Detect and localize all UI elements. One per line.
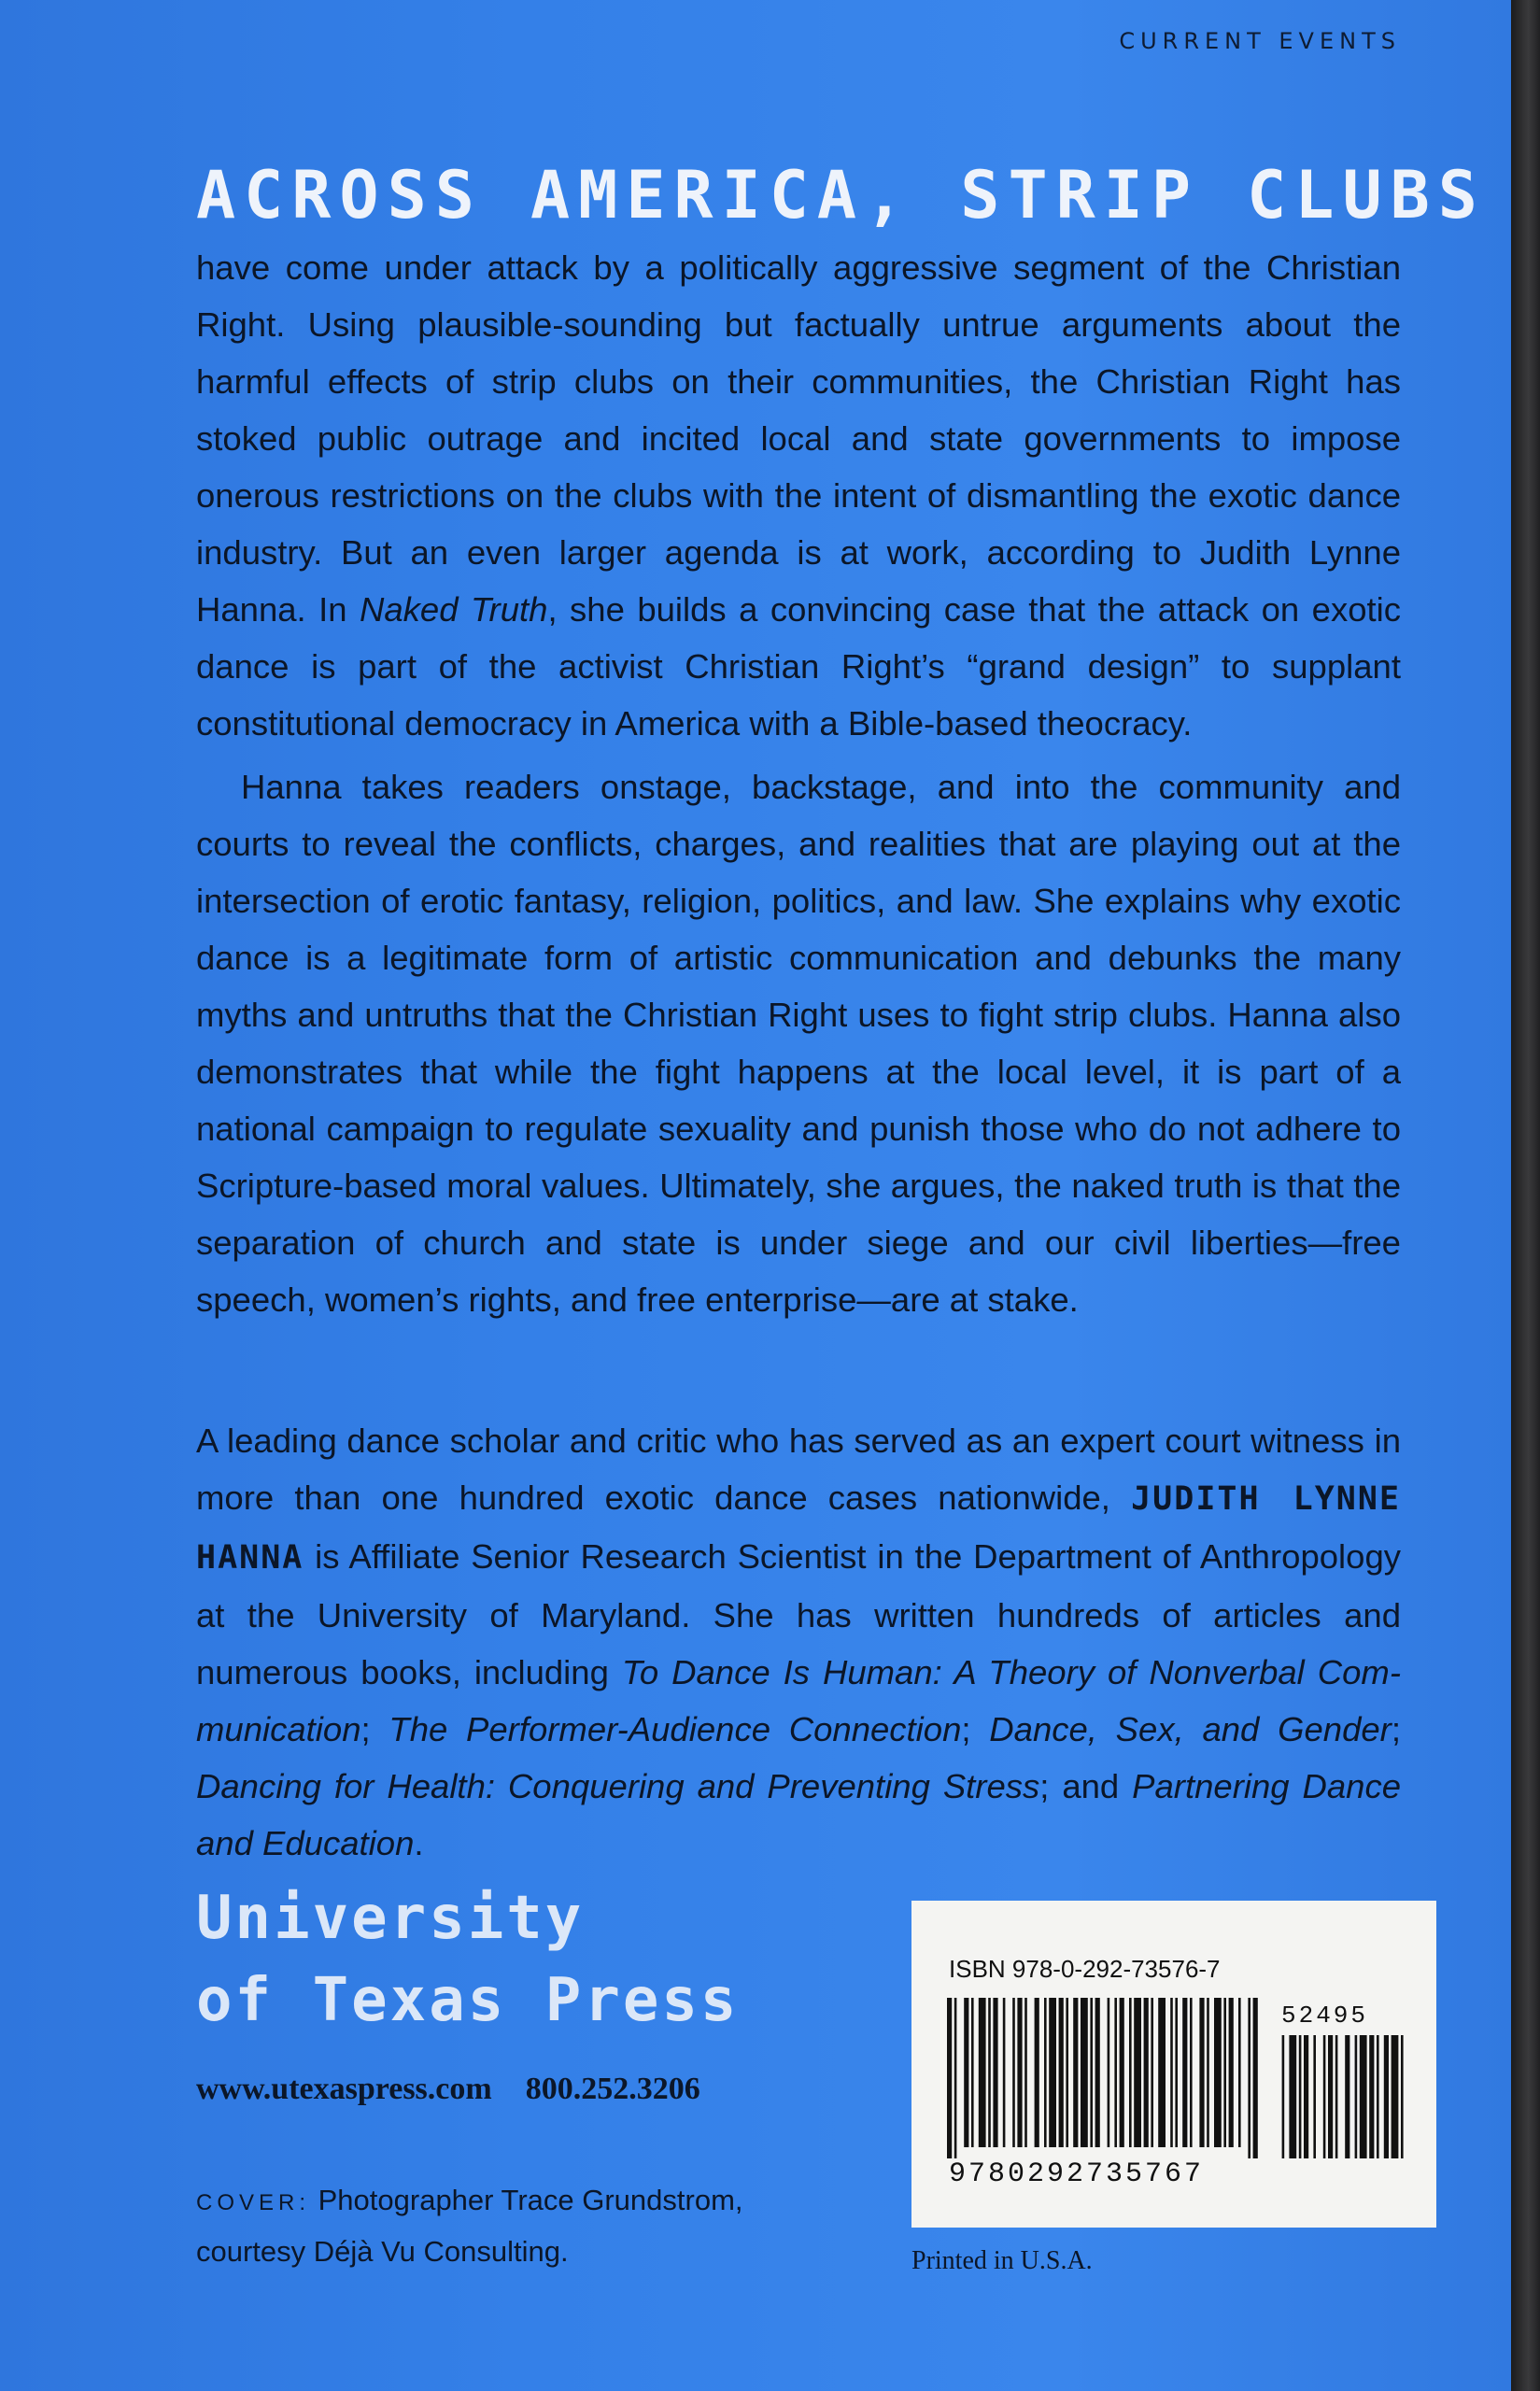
separator: ; xyxy=(360,1710,389,1748)
barcode-bar xyxy=(1081,1998,1088,2147)
barcode-bar xyxy=(1151,1998,1153,2147)
separator: ; xyxy=(961,1710,990,1748)
ean-digits: 9780292735767 xyxy=(949,2158,1205,2190)
headline: ACROSS AMERICA, STRIP CLUBS xyxy=(196,157,1486,233)
paragraph-1-text-b: , she builds a convincing case that the attack on exotic dance is part of the activist Christian Right’s “grand design” to supplant constitutional democracy in America with a Bible-based theocracy. xyxy=(196,590,1401,743)
barcode-bar xyxy=(988,1998,991,2147)
barcode-bar xyxy=(1158,1998,1166,2147)
barcode-bar xyxy=(1017,1998,1022,2147)
barcode-bar xyxy=(1035,1998,1039,2147)
book-title-1: To Dance Is Human: A Theory of Nonverbal Communication xyxy=(196,1653,1401,1748)
barcode-bar xyxy=(1012,1998,1015,2147)
barcode-bar xyxy=(947,1998,952,2158)
barcode-bar xyxy=(1129,1998,1132,2147)
barcode-bar xyxy=(971,1998,974,2147)
barcode-bar xyxy=(1248,1998,1250,2158)
publisher-contact xyxy=(196,2072,734,2107)
book-title-4: Dancing for Health: Conquering and Preventing Stress xyxy=(196,1767,1040,1805)
cover-credit-line-1: Photographer Trace Grundstrom, xyxy=(310,2184,743,2216)
barcode-bar xyxy=(1024,1998,1027,2147)
barcode-bar xyxy=(1003,1998,1006,2147)
barcode-bar xyxy=(1207,1998,1209,2147)
barcode-bar xyxy=(1229,1998,1234,2147)
barcode-bar xyxy=(1253,1998,1258,2158)
publisher-logo-text xyxy=(196,1877,739,2042)
book-title-5: Partnering Dance and Education xyxy=(196,1767,1401,1862)
book-title-2: The Performer-Audience Connection xyxy=(389,1710,962,1748)
barcode-bar xyxy=(1044,1998,1047,2147)
isbn-text: ISBN 978-0-292-73576-7 xyxy=(949,1955,1221,1983)
barcode-bar xyxy=(1369,2035,1374,2158)
author-bio xyxy=(196,1412,1401,1872)
barcode-bar xyxy=(1384,2035,1389,2158)
bio-text-b: is Affiliate Senior Research Scientist in the Department of Anthropology at the University of Maryland. She has written hundreds of articles and numerous books, including xyxy=(196,1537,1401,1691)
cover-credit xyxy=(196,2176,743,2276)
barcode-bar xyxy=(1066,1998,1068,2147)
barcode-bar xyxy=(1223,1998,1226,2147)
barcode-bar xyxy=(1355,2035,1358,2158)
barcode-bar xyxy=(1282,2035,1285,2158)
barcode-bar xyxy=(1377,2035,1379,2158)
publisher-line-2: of Texas Press xyxy=(196,1966,740,2035)
barcode-bar xyxy=(954,1998,957,2158)
cover-credit-label: COVER: xyxy=(196,2190,311,2215)
barcode-bar xyxy=(993,1998,997,2147)
separator: ; and xyxy=(1039,1767,1133,1805)
cover-credit-line-2: courtesy Déjà Vu Consulting. xyxy=(196,2235,569,2268)
barcode-bar xyxy=(1238,1998,1241,2147)
barcode-bar xyxy=(1134,1998,1141,2147)
author-name: JUDITH LYNNE HANNA xyxy=(196,1480,1401,1577)
barcode-bar xyxy=(1049,1998,1056,2147)
barcode-bar xyxy=(1214,1998,1222,2147)
barcode-bar xyxy=(1289,2035,1296,2158)
barcode-bar xyxy=(1073,1998,1078,2147)
period: . xyxy=(414,1824,424,1862)
description-paragraph-2 xyxy=(196,758,1401,1328)
publisher-phone: 800.252.3206 xyxy=(525,2072,700,2106)
barcode-bar xyxy=(1345,2035,1349,2158)
separator: ; xyxy=(1391,1710,1401,1748)
price-code-digits: 52495 xyxy=(1281,2002,1369,2030)
barcode-bar xyxy=(1323,2035,1326,2158)
barcode-bar xyxy=(1095,1998,1100,2147)
barcode-panel xyxy=(911,1901,1436,2228)
description-paragraph-1 xyxy=(196,239,1401,752)
barcode-bar xyxy=(1090,1998,1093,2147)
barcode-bar xyxy=(1190,1998,1193,2147)
book-title-3: Dance, Sex, and Gender xyxy=(989,1710,1392,1748)
barcode-bar xyxy=(979,1998,986,2147)
barcode-bar xyxy=(1199,1998,1204,2147)
barcode-bar xyxy=(1360,2035,1367,2158)
book-title-reference: Naked Truth xyxy=(360,590,548,629)
book-edge xyxy=(1511,0,1540,2391)
barcode-bar xyxy=(1144,1998,1149,2147)
barcode-bar xyxy=(1304,2035,1308,2158)
barcode-bar xyxy=(1299,2035,1302,2158)
barcode-bar xyxy=(1175,1998,1178,2147)
barcode-bar xyxy=(1182,1998,1187,2147)
paragraph-1-text-a: have come under attack by a politically aggressive segment of the Christian Right. Using plausible-sounding but factually untrue arguments about the harmful effects of strip clubs on their communities, the Christian Right has stoked public outrage and incited local and state governments to impose onerous restrictions on the clubs with the intent of dismantling the exotic dance industry. But an even larger agenda is at work, according to Judith Lynne Hanna. In xyxy=(196,248,1401,629)
barcode-bar xyxy=(1114,1998,1117,2147)
barcode-bar xyxy=(1335,2035,1338,2158)
barcode-bar xyxy=(1392,2035,1399,2158)
barcode-bar xyxy=(1120,1998,1124,2147)
publisher-website: www.utexaspress.com xyxy=(196,2072,492,2106)
category-label: CURRENT EVENTS xyxy=(1119,28,1401,54)
printed-in-label: Printed in U.S.A. xyxy=(911,2246,1093,2275)
bio-text-a: A leading dance scholar and critic who has served as an expert court witness in more than one hundred exotic dance cases nationwide, xyxy=(196,1422,1401,1517)
barcode-bar xyxy=(1401,2035,1404,2158)
barcode-bar xyxy=(1313,2035,1316,2158)
publisher-line-1: University xyxy=(196,1884,585,1953)
barcode-bar xyxy=(1328,2035,1333,2158)
barcode-bar xyxy=(964,1998,968,2147)
barcode-bar xyxy=(1108,1998,1110,2147)
barcode-bar xyxy=(1170,1998,1173,2147)
barcode-bar xyxy=(1059,1998,1064,2147)
paragraph-2-text: Hanna takes readers onstage, backstage, and into the community and courts to reveal the conflicts, charges, and realities that are playing out at the intersection of erotic fantasy, religion, politics, and law. She explains why exotic dance is a legitimate form of artistic communication and debunks the many myths and untruths that the Christian Right uses to fight strip clubs. Hanna also demonstrates that while the fight happens at the local level, it is part of a national campaign to regulate sexuality and punish those who do not adhere to Scripture-based moral values. Ultimately, she argues, the naked truth is that the separation of church and state is under siege and our civil liberties—free speech, women’s rights, and free enterprise—are at stake. xyxy=(196,768,1401,1319)
